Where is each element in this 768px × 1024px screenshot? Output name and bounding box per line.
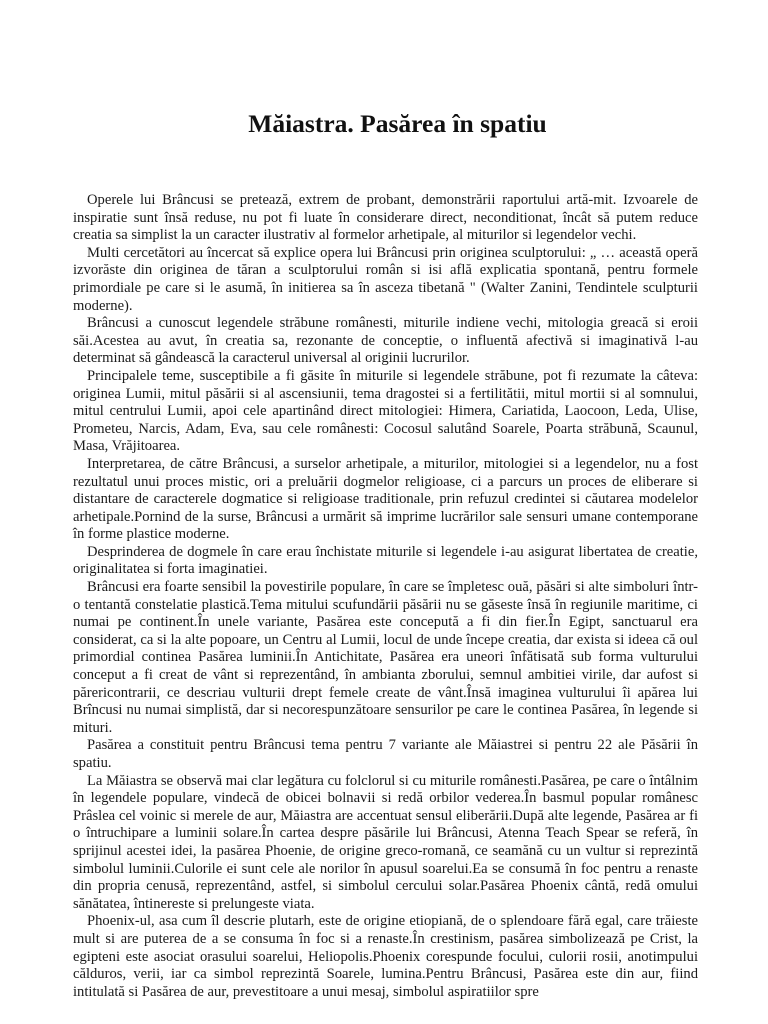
paragraph: Principalele teme, susceptibile a fi găsite în miturile si legendele străbune, pot fi rezumate la câteva: originea Lumii, mitul păsării si al ascensiunii, tema dragostei si a fertilitătii, mitul mortii si al somnului, mitul centrului Lumii, apoi cele apartinând direct mitologiei: Himera, Cariatida, Laocoon, Leda, Ulise, Prometeu, Narcis, Adam, Eva, sau cele românesti: Cocosul salutând Soarele, Poarta străbună, Scaunul, Masa, Vrăjitoarea. xyxy=(73,367,698,455)
paragraph: La Măiastra se observă mai clar legătura cu folclorul si cu miturile românesti.Pasărea, pe care o întâlnim în legendele populare, vindecă de obicei bolnavii si redă orbilor vederea.În basmul popular românesc Prâslea cel voinic si merele de aur, Măiastra are accentuat sensul eliberării.După alte legende, Pasărea ar fi o întruchipare a luminii solare.În cartea despre păsările lui Brâncusi, Atenna Teach Spear se referă, în sprijinul acestei idei, la pasărea Phoenie, de origine greco-romană, ce seamănă cu un vultur si reprezintă simbolul luminii.Culorile ei sunt cele ale norilor în apusul soarelui.Ea se consumă în foc pentru a renaste din propria cenusă, reprezentând, astfel, si simbolul cercului solar.Pasărea Phoenix cântă, redă omului sănătatea, întinereste si prelungeste viata. xyxy=(73,772,698,912)
paragraph: Operele lui Brâncusi se pretează, extrem de probant, demonstrării raportului artă-mit. Izvoarele de inspiratie sunt însă reduse, nu pot fi luate în considerare direct, neconditionat, încât să putem reduce creatia sa simplist la un caracter ilustrativ al formelor arhetipale, al miturilor si legendelor vechi. xyxy=(73,192,698,244)
paragraph: Multi cercetători au încercat să explice opera lui Brâncusi prin originea sculptorului: „ … această operă izvorăste din originea de tăran a sculptorului român si isi află explicatia spontană, pentru formele primordiale pe care si le asumă, în initierea sa în asceza tibetană " (Walter Zanini, Tendintele sculpturii moderne). xyxy=(73,244,698,314)
paragraph: Pasărea a constituit pentru Brâncusi tema pentru 7 variante ale Măiastrei si pentru 22 ale Păsării în spatiu. xyxy=(73,737,698,771)
paragraph: Desprinderea de dogmele în care erau închistate miturile si legendele i-au asigurat libertatea de creatie, originalitatea si forta imaginatiei. xyxy=(73,543,698,578)
paragraph: Brâncusi era foarte sensibil la povestirile populare, în care se împletesc ouă, păsări si alte simboluri într-o tentantă constelatie plastică.Tema mitului scufundării păsării nu se găseste însă în regiunile maritime, ci numai pe continent.În unele variante, Pasărea este concepută a fi din fier.În Egipt, sanctuarul era considerat, ca si la alte popoare, un Centru al Lumii, locul de unde începe creatia, dar exista si ideea că oul primordial continea Pasărea luminii.În Antichitate, Pasărea era uneori înfătisată sub forma vulturului conceput a fi creat de vânt si reprezentând, în ambianta zborului, semnul ambitiei virile, dar aufost si părericontrarii, ce descriau vulturii drept femele create de vânt.Însă imaginea vulturului îi apărea lui Brîncusi nu numai simplistă, dar si necorespunzătoare sensurilor pe care le continea Pasărea, în legende si mituri. xyxy=(73,579,698,736)
document-title: Măiastra. Pasărea în spatiu xyxy=(248,109,547,138)
paragraph: Brâncusi a cunoscut legendele străbune românesti, miturile indiene vechi, mitologia greacă si eroii săi.Acestea au avut, în creatia sa, rezonante de conceptie, o influentă afectivă si imaginativă l-au determinat să gândească la caracterul universal al originii lucrurilor. xyxy=(73,315,698,367)
document-body xyxy=(73,192,698,1001)
paragraph: Phoenix-ul, asa cum îl descrie plutarh, este de origine etiopiană, de o splendoare fără egal, care trăieste mult si are puterea de a se consuma în foc si a renaste.În crestinism, pasărea simbolizează pe Crist, la egipteni este asociat orasului soarelui, Heliopolis.Phoenix corespunde focului, culorii rosii, anotimpului călduros, verii, iar ca simbol reprezintă Soarele, lumina.Pentru Brâncusi, Pasărea este din aur, fiind intitulată si Pasărea de aur, prevestitoare a unui mesaj, simbolul aspiratiilor spre xyxy=(73,913,698,1000)
paragraph: Interpretarea, de către Brâncusi, a surselor arhetipale, a miturilor, mitologiei si a legendelor, nu a fost rezultatul unui proces mistic, ori a preluării dogmelor religioase, ci a parcurs un proces de eliberare si distantare de caracterele dogmatice si religioase traditionale, prin refuzul credintei si căutarea modelelor arhetipale.Pornind de la surse, Brâncusi a urmărit să imprime lucrărilor sale sensuri umane contemporane în forme plastice moderne. xyxy=(73,455,698,543)
